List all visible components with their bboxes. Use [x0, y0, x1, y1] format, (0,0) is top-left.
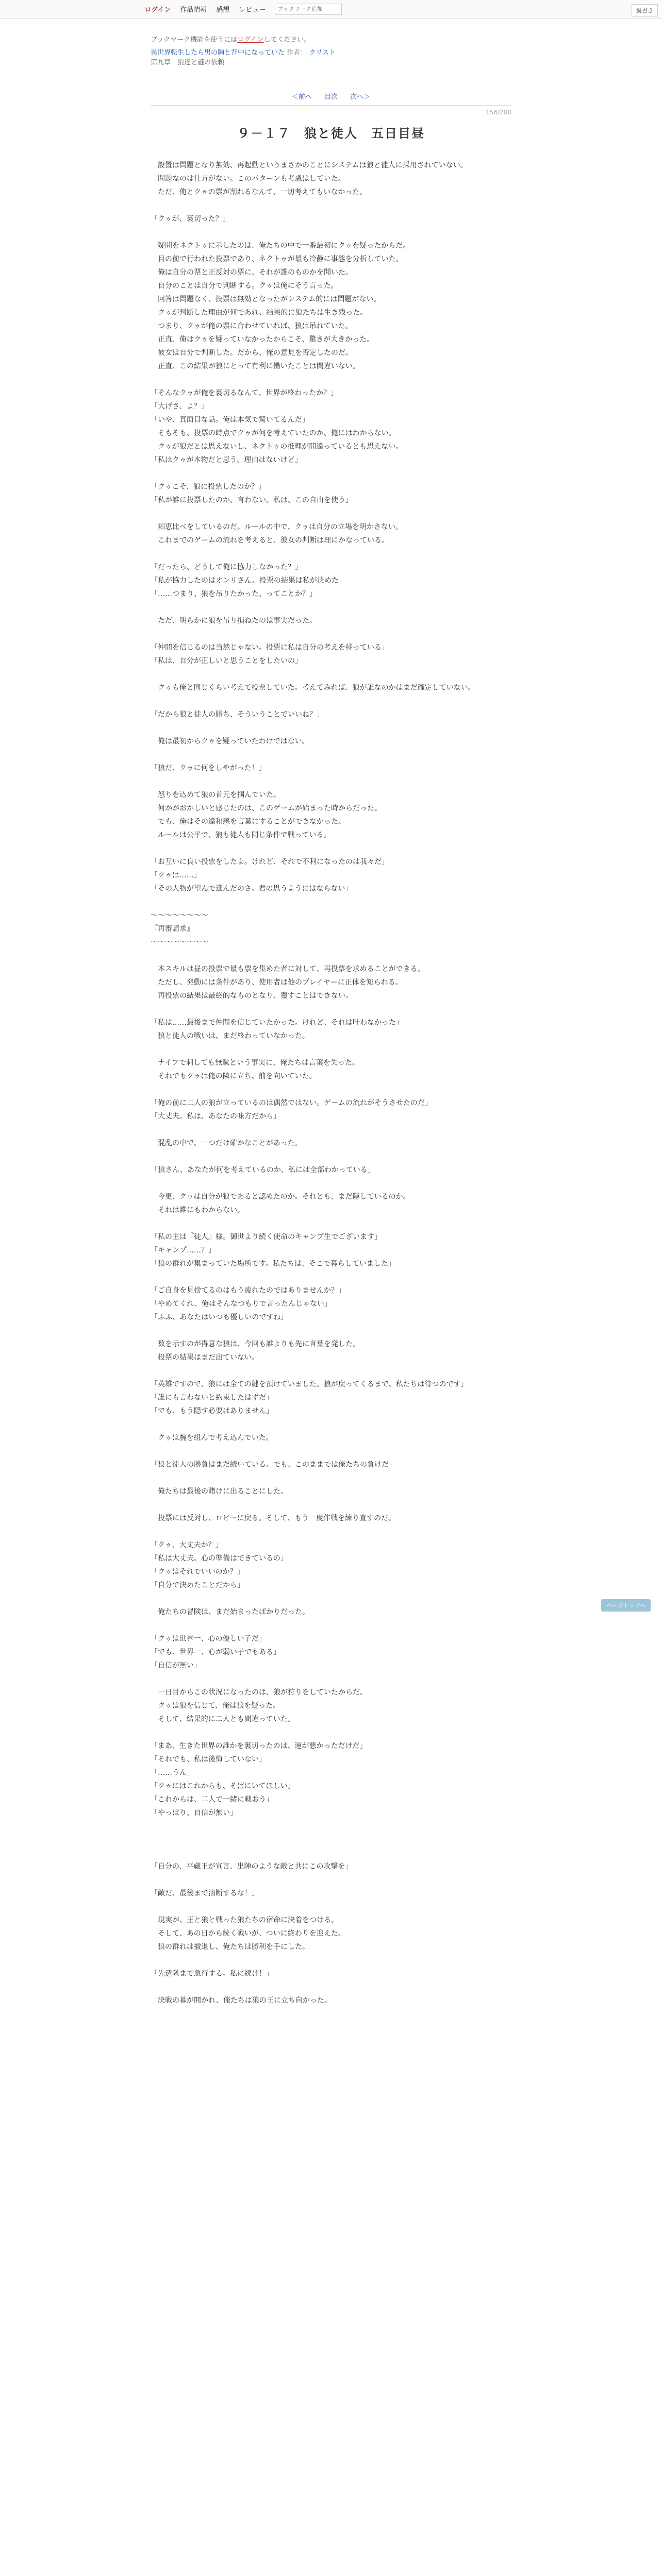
body-paragraph: 知恵比べをしているのだ。ルールの中で、クゥは自分の立場を明かさない。 [151, 523, 403, 531]
blank-line [151, 668, 511, 681]
body-paragraph: 正直、この結果が狼にとって有利に働いたことは間違いない。 [151, 362, 360, 370]
body-paragraph: そもそも、投票の時点でクゥが何を考えていたのか、俺にはわからない。 [151, 429, 396, 437]
blank-line [151, 694, 511, 708]
blank-line [151, 1270, 511, 1284]
body-paragraph: 何かがおかしいと感じたのは、このゲームが始まった時からだった。 [151, 804, 382, 812]
nav-link-work-info[interactable]: 作品情報 [180, 6, 207, 14]
body-paragraph: つまり、クゥが俺の票に合わせていれば、狼は吊れていた。 [151, 322, 353, 330]
blank-line [151, 1003, 511, 1016]
body-paragraph: 一日目からこの状況になったのは、狼が狩りをしていたからだ。 [151, 1688, 367, 1697]
chapter-navigation [151, 91, 511, 101]
series-title-link[interactable]: 異世界転生したら男の胸と背中になっていた [151, 49, 285, 57]
chapter-number: 156/200 [486, 109, 511, 116]
body-paragraph: クゥが狼だとは思えないし、ネクトゥの推理が間違っているとも思えない。 [151, 443, 403, 451]
body-paragraph: 「狼さん、あなたが何を考えているのか、私には全部わかっている」 [151, 1166, 375, 1174]
body-paragraph: 「クゥにはこれからも、そばにいてほしい」 [151, 1782, 295, 1790]
body-paragraph: 「狼だ、クゥに何をしやがった！」 [151, 764, 266, 772]
body-paragraph: そして、結果的に二人とも間違っていた。 [151, 1715, 295, 1723]
vertical-writing-button[interactable]: 縦書き [632, 4, 658, 16]
body-paragraph: 自分のことは自分で判断する。クゥは俺にそう言った。 [151, 282, 338, 290]
body-paragraph: 「まあ、生きた世界の誰かを裏切ったのは、運が悪かっただけだ」 [151, 1742, 367, 1750]
login-notice [151, 34, 511, 44]
blank-line [151, 1833, 511, 1846]
body-paragraph: 回答は問題なく、投票は無効となったがシステム的には問題がない。 [151, 295, 381, 303]
blank-line [151, 226, 511, 239]
body-paragraph: 「その人物が望んで選んだのさ。君の思うようにはならない」 [151, 885, 353, 893]
blank-line [151, 628, 511, 641]
body-paragraph: 「ふふ、あなたはいつも優しいのですね」 [151, 1313, 288, 1321]
body-paragraph: 「クゥは世界一、心の優しい子だ」 [151, 1635, 266, 1643]
blank-line [151, 1873, 511, 1887]
body-paragraph: 「キャンプ……？」 [151, 1246, 216, 1255]
notice-prefix: ブックマーク機能を使うには [151, 36, 238, 44]
next-chapter-link[interactable]: 次へ＞ [350, 93, 371, 101]
body-paragraph: 「仲間を信じるのは当然じゃない。投票に私は自分の考えを持っている」 [151, 643, 389, 652]
body-paragraph: 「私が協力したのはオンリさん。投票の結果は私が決めた」 [151, 577, 346, 585]
body-paragraph: 目の前で行われた投票であり、ネクトゥが最も冷静に事態を分析していた。 [151, 255, 403, 263]
body-paragraph: 「私は、自分が正しいと思うことをしたいの」 [151, 657, 302, 665]
author-label: 作者： [287, 49, 307, 57]
blank-line [151, 748, 511, 761]
body-paragraph: それでもクゥは俺の隣に立ち、前を向いていた。 [151, 1072, 317, 1080]
blank-line [151, 1418, 511, 1431]
body-paragraph: 「いや、真面目な話。俺は本気で驚いてるんだ」 [151, 416, 309, 424]
blank-line [151, 1445, 511, 1458]
blank-line [151, 1150, 511, 1163]
blank-line [151, 1525, 511, 1538]
body-paragraph: ～～～～～～～～ [151, 938, 208, 946]
body-paragraph: 「大げさ、よ？」 [151, 402, 208, 411]
blank-line [151, 1177, 511, 1190]
body-paragraph: 設置は問題となり無効、再起動というまさかのことにシステムは狼と徒人に採用されていない。 [151, 161, 468, 170]
prev-chapter-link[interactable]: ＜前へ [291, 93, 312, 101]
blank-line [151, 1471, 511, 1485]
body-paragraph: 「私は……最後まで仲間を信じていたかった。けれど、それは叶わなかった」 [151, 1019, 403, 1027]
body-paragraph: クゥも俺と同じくらい考えて投票していた。考えてみれば、狼が誰なのかはまだ確定していない。 [151, 684, 475, 692]
body-paragraph: 「先遣隊まで急行する。私に続け！」 [151, 1970, 273, 1978]
blank-line [151, 1726, 511, 1739]
body-paragraph: 決戦の幕が開かれ、俺たちは狼の王に立ち向かった。 [151, 1996, 332, 2005]
body-paragraph: クゥが判断した理由が何であれ、結果的に狼たちは生き残った。 [151, 309, 368, 317]
body-paragraph: 「英雄ですので、狼には全ての鍵を預けていました。狼が戻ってくるまで、私たちは待つのです」 [151, 1380, 468, 1388]
body-paragraph: 「狼と徒人の勝負はまだ続いている。でも、このままでは俺たちの負けだ」 [151, 1461, 396, 1469]
body-paragraph: 狼と徒人の戦いは、まだ終わっていなかった。 [151, 1032, 309, 1040]
body-paragraph: 投票の結果はまだ出ていない。 [151, 1353, 259, 1362]
body-paragraph: 正直、俺はクゥを疑っていなかったからこそ、驚きが大きかった。 [151, 335, 374, 344]
page-top-button[interactable]: ページトップへ [601, 1599, 651, 1612]
body-paragraph: 「やっぱり、自信が無い」 [151, 1809, 237, 1817]
blank-line [151, 1672, 511, 1686]
body-paragraph: 「……うん」 [151, 1769, 194, 1777]
blank-line [151, 1846, 511, 1860]
blank-line [151, 1498, 511, 1512]
body-paragraph: 本スキルは昼の投票で最も票を集めた者に対して、再投票を求めることができる。 [151, 965, 425, 973]
body-paragraph: 「自分の、平蔵王が宣言、出陣のような敵と共にこの攻撃を」 [151, 1862, 353, 1871]
body-paragraph: ただし、発動には条件があり、使用者は他のプレイヤーに正体を知られる。 [151, 978, 403, 987]
body-paragraph: 「お互いに良い投票をしたよ。けれど、それで不利になったのは我々だ」 [151, 858, 389, 866]
blank-line [151, 1083, 511, 1096]
body-paragraph: 再投票の結果は最終的なものとなり、覆すことはできない。 [151, 992, 353, 1000]
body-paragraph: 問題なのは仕方がない。このパターンも考慮はしていた。 [151, 175, 345, 183]
blank-line [151, 1043, 511, 1056]
chapter-group-title: 第九章 狼達と謎の依頼 [151, 59, 225, 66]
notice-login-link[interactable]: ログイン [237, 36, 264, 44]
body-paragraph: 「ご自身を見捨てるのはもう疲れたのではありませんか？」 [151, 1286, 345, 1295]
body-paragraph: 俺は自分の票と正反対の票に、それが誰のものかを聞いた。 [151, 268, 353, 277]
blank-line [151, 1364, 511, 1378]
body-paragraph: 「でも、世界一、心が弱い子でもある」 [151, 1648, 280, 1656]
body-paragraph: 「自信が無い」 [151, 1662, 201, 1670]
body-paragraph: 疑問をネクトゥに示したのは、俺たちの中で一番最初にクゥを疑ったからだ。 [151, 242, 410, 250]
body-paragraph: 「それでも、私は後悔していない」 [151, 1755, 266, 1764]
body-paragraph: 混乱の中で、一つだけ確かなことがあった。 [151, 1139, 302, 1147]
body-paragraph: 「クゥ、大丈夫か？」 [151, 1541, 223, 1549]
chapter-body [151, 159, 511, 2007]
nav-link-impressions[interactable]: 感想 [216, 6, 230, 14]
body-paragraph: 「クゥが、裏切った？」 [151, 215, 230, 223]
body-paragraph: 数を示すのが得意な狼は、今回も誰よりも先に言葉を発した。 [151, 1340, 360, 1348]
body-paragraph: 現実が、王と狼と戦った狼たちの宿命に決着をつける。 [151, 1916, 338, 1924]
blank-line [151, 1592, 511, 1605]
body-paragraph: 「私はクゥが本物だと思う。理由はないけど」 [151, 456, 302, 464]
body-paragraph: 俺たちは最後の賭けに出ることにした。 [151, 1487, 288, 1496]
body-paragraph: クゥは腕を組んで考え込んでいた。 [151, 1434, 273, 1442]
body-paragraph: 「誰にも言わないと約束したはずだ」 [151, 1394, 273, 1402]
body-paragraph: これまでのゲームの流れを考えると、彼女の判断は理にかなっている。 [151, 536, 389, 545]
blank-line [151, 601, 511, 614]
body-paragraph: クゥは狼を信じて、俺は狼を疑った。 [151, 1702, 280, 1710]
body-paragraph: ナイフで刺しても無駄という事実に、俺たちは言葉を失った。 [151, 1059, 360, 1067]
body-paragraph: 彼女は自分で判断した。だから、俺の意見を否定したのだ。 [151, 349, 353, 357]
blank-line [151, 1820, 511, 1833]
blank-line [151, 842, 511, 855]
body-paragraph: 「自分で決めたことだから」 [151, 1581, 244, 1589]
top-navigation-bar [0, 0, 662, 19]
body-paragraph: 「私の主は『徒人』様。御世より続く使命のキャンプ生でございます」 [151, 1233, 382, 1241]
body-paragraph: 今更、クゥは自分が狼であると認めたのか。それとも、まだ隠しているのか。 [151, 1193, 410, 1201]
blank-line [151, 1619, 511, 1632]
body-paragraph: ただ、俺とクゥの票が割れるなんて、一切考えてもいなかった。 [151, 188, 367, 196]
blank-line [151, 1980, 511, 1994]
body-paragraph: ～～～～～～～～ [151, 911, 208, 920]
body-paragraph: 「やめてくれ、俺はそんなつもりで言ったんじゃない」 [151, 1300, 332, 1308]
body-paragraph: ただ、明らかに狼を吊り損ねたのは事実だった。 [151, 617, 317, 625]
body-paragraph: それは誰にもわからない。 [151, 1206, 244, 1214]
blank-line [151, 895, 511, 909]
blank-line [151, 949, 511, 962]
blank-line [151, 547, 511, 561]
body-paragraph: 「敵だ、最後まで油断するな！」 [151, 1889, 259, 1897]
table-of-contents-link[interactable]: 目次 [324, 93, 338, 101]
body-paragraph: 俺たちの冒険は、まだ始まったばかりだった。 [151, 1608, 309, 1616]
author-link[interactable]: クリスト [309, 49, 336, 57]
body-paragraph: 「私が誰に投票したのか、言わない。私は、この自由を使う」 [151, 496, 353, 504]
blank-line [151, 373, 511, 386]
body-paragraph: 『再審請求』 [151, 925, 194, 933]
body-paragraph: 「私は大丈夫。心の準備はできているの」 [151, 1554, 288, 1563]
body-paragraph: 「狼の群れが集まっていた場所です。私たちは、そこで暮らしていました」 [151, 1260, 395, 1268]
body-paragraph: 「これからは、二人で一緒に戦おう」 [151, 1795, 273, 1804]
body-paragraph: そして、あの日から続く戦いが、ついに終わりを迎えた。 [151, 1929, 345, 1938]
body-paragraph: 「そんなクゥが俺を裏切るなんて、世界が終わったか？」 [151, 389, 338, 397]
chapter-title: ９－１７ 狼と徒人 五日目昼 [237, 126, 425, 141]
body-paragraph: 「クゥこそ、狼に投票したのか？」 [151, 483, 266, 491]
body-paragraph: 「大丈夫。私は、あなたの味方だから」 [151, 1112, 280, 1121]
body-paragraph: 「でも、もう隠す必要はありません」 [151, 1407, 273, 1415]
blank-line [151, 1324, 511, 1337]
blank-line [151, 1954, 511, 1967]
nav-divider [151, 105, 511, 106]
body-paragraph: 狼の群れは撤退し、俺たちは勝利を手にした。 [151, 1943, 309, 1951]
body-paragraph: 「だから狼と徒人の勝ち、そういうことでいいね？」 [151, 710, 324, 719]
blank-line [151, 1900, 511, 1913]
blank-line [151, 467, 511, 480]
login-link[interactable]: ログイン [144, 6, 171, 14]
blank-line [151, 507, 511, 520]
blank-line [151, 775, 511, 788]
body-paragraph: 「俺の前に二人の狼が立っているのは偶然ではない。ゲームの流れがそうさせたのだ」 [151, 1099, 432, 1107]
blank-line [151, 721, 511, 735]
body-paragraph: 俺は最初からクゥを疑っていたわけではない。 [151, 737, 309, 745]
body-paragraph: 投票には反対し、ロビーに戻る。そして、もう一度作戦を練り直すのだ。 [151, 1514, 396, 1522]
blank-line [151, 199, 511, 212]
body-paragraph: ルールは公平で、狼も徒人も同じ条件で戦っている。 [151, 831, 331, 839]
body-paragraph: でも、俺はその違和感を言葉にすることができなかった。 [151, 818, 345, 826]
notice-suffix: してください。 [263, 36, 311, 44]
body-paragraph: 「クゥはそれでいいのか？」 [151, 1568, 244, 1576]
novel-reader [151, 19, 511, 2007]
series-info [151, 47, 511, 57]
blank-line [151, 1123, 511, 1137]
body-paragraph: 「……つまり、狼を吊りたかった、ってことか？」 [151, 590, 317, 598]
nav-link-reviews[interactable]: レビュー [239, 6, 266, 14]
body-paragraph: 「クゥは……」 [151, 871, 201, 879]
body-paragraph: 怒りを込めて狼の首元を掴んでいた。 [151, 791, 280, 799]
blank-line [151, 1217, 511, 1230]
bookmark-add-field[interactable] [275, 4, 342, 15]
body-paragraph: 「だったら、どうして俺に協力しなかった？」 [151, 563, 302, 571]
